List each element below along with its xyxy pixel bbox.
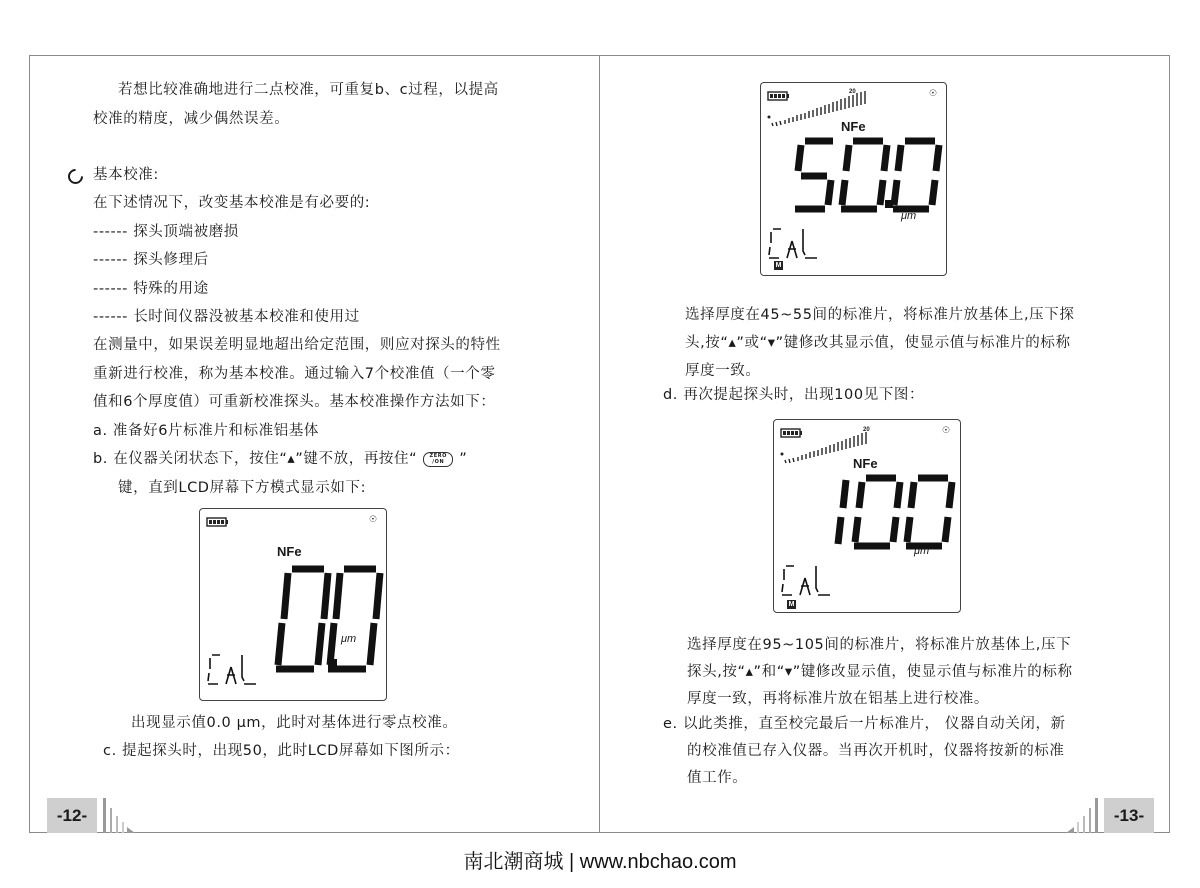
lcd-screen-hundred <box>773 419 961 613</box>
backlight-icon: ☉ <box>369 515 378 525</box>
cal-mode-text <box>782 566 830 595</box>
body-line: a. 准备好6片标准片和标准铝基体 <box>93 423 320 439</box>
page-corner-decoration-left <box>99 798 141 834</box>
backlight-icon: ☉ <box>942 426 951 436</box>
step-b-line-2: 键，直到LCD屏幕下方模式显示如下: <box>118 480 367 496</box>
battery-icon <box>781 429 802 437</box>
seven-seg-digits <box>795 141 939 209</box>
lcd-label: NFe <box>841 119 866 134</box>
step-e-line: 值工作。 <box>687 770 748 786</box>
para2-line: 厚度一致，再将标准片放在铝基上进行校准。 <box>687 691 989 707</box>
step-c: c. 提起探头时，出现50，此时LCD屏幕如下图所示： <box>103 743 460 759</box>
para1-line: 头,按“▴”或“▾”键修改其显示值，使显示值与标准片的标称 <box>685 335 1071 351</box>
body-line: ------ 探头修理后 <box>93 252 209 268</box>
backlight-icon: ☉ <box>929 89 938 99</box>
body-line: ------ 探头顶端被磨损 <box>93 224 239 240</box>
seven-seg-digits <box>276 569 380 669</box>
step-d: d. 再次提起探头时，出现100见下图： <box>663 387 925 403</box>
page-number-right: -13- <box>1104 798 1154 833</box>
step-e-line: 的校准值已存入仪器。当再次开机时，仪器将按新的标准 <box>687 743 1065 759</box>
para1-line: 选择厚度在45~55间的标准片，将标准片放基体上,压下探 <box>685 307 1075 323</box>
step-e-line: e. 以此类推，直至校完最后一片标准片， 仪器自动关闭，新 <box>663 716 1066 732</box>
section-title: 基本校准: <box>93 167 159 183</box>
scale-mark: 20 <box>863 427 870 433</box>
lcd-label: NFe <box>853 456 878 471</box>
body-line: ------ 长时间仪器没被基本校准和使用过 <box>93 309 360 325</box>
body-line: 在测量中，如果误差明显地超出给定范围，则应对探头的特性 <box>93 337 501 353</box>
lcd-unit: μm <box>914 545 930 557</box>
body-line: 重新进行校准，称为基本校准。通过输入7个校准值（一个零 <box>93 366 496 382</box>
intro-line-1: 若想比较准确地进行二点校准，可重复b、c过程，以提高 <box>118 82 499 98</box>
caption-zero: 出现显示值0.0 μm，此时对基体进行零点校准。 <box>131 715 458 731</box>
scale-mark: 20 <box>849 89 856 95</box>
step-b-prefix: b. 在仪器关闭状态下，按住“▴”键不放，再按住“ <box>93 451 418 467</box>
step-b-line-1 <box>93 449 467 469</box>
battery-icon <box>768 92 789 100</box>
seven-seg-digits <box>838 478 952 546</box>
lcd-unit: μm <box>341 633 357 645</box>
lcd-hundred-graphic <box>774 420 962 614</box>
battery-icon <box>207 518 228 526</box>
para2-line: 探头,按“▴”和“▾”键修改显示值，使显示值与标准片的标称 <box>687 664 1073 680</box>
cal-mode-text <box>769 229 817 258</box>
footer-watermark: 南北潮商城 | www.nbchao.com <box>463 851 737 873</box>
cal-mode-text <box>208 655 256 684</box>
body-line: 值和6个厚度值）可重新校准探头。基本校准操作方法如下： <box>93 394 496 410</box>
para1-line: 厚度一致。 <box>685 363 761 379</box>
mode-badge: M <box>788 601 795 608</box>
intro-line-2: 校准的精度，减少偶然误差。 <box>93 111 290 127</box>
page-divider <box>599 55 600 833</box>
lcd-screen-fifty <box>760 82 947 276</box>
mode-badge: M <box>775 262 782 269</box>
lcd-label: NFe <box>277 544 302 559</box>
lcd-screen-zero <box>199 508 387 701</box>
step-b-suffix: ” <box>459 451 468 467</box>
zero-on-key-icon: ZERO /ON <box>423 452 453 467</box>
body-line: 在下述情况下，改变基本校准是有必要的: <box>93 195 371 211</box>
page-corner-decoration-right <box>1060 798 1102 834</box>
body-line: ------ 特殊的用途 <box>93 281 209 297</box>
lcd-unit: μm <box>901 210 917 222</box>
page-number-left: -12- <box>47 798 97 833</box>
lcd-zero-graphic <box>200 509 388 702</box>
lcd-fifty-graphic <box>761 83 948 277</box>
para2-line: 选择厚度在95~105间的标准片，将标准片放基体上,压下 <box>687 637 1072 653</box>
